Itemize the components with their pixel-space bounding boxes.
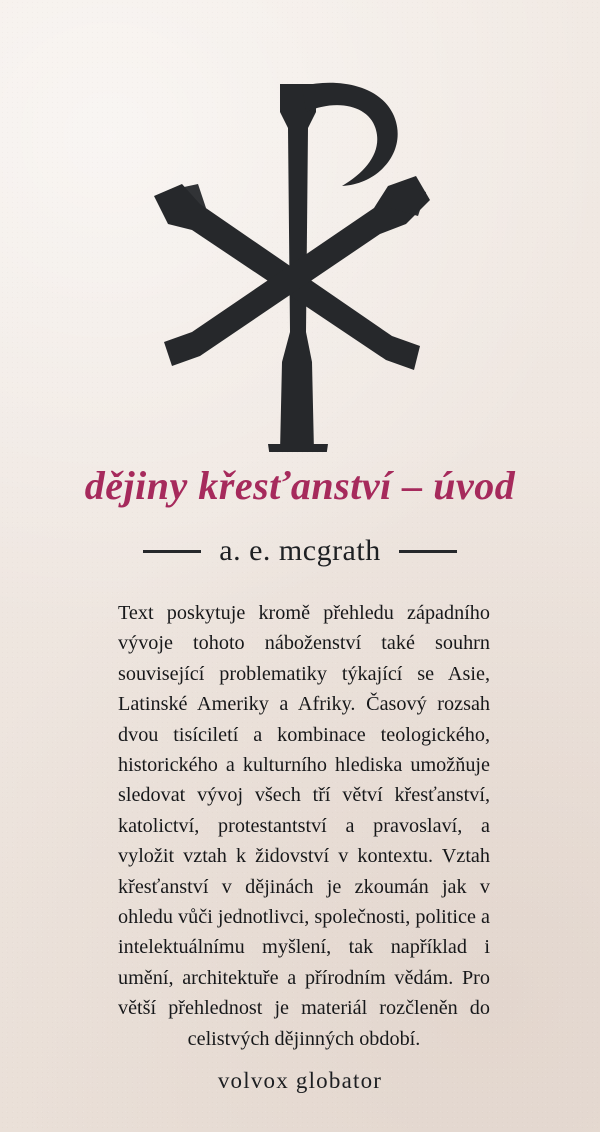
rule-left (143, 550, 201, 553)
author-name: a. e. mcgrath (219, 534, 381, 567)
chi-rho-christogram-icon (0, 62, 600, 462)
blurb-text: Text poskytuje kromě přehledu západního vývoje tohoto náboženství také souhrn související problematiky týkající se Asie, Latinské Ameriky a Afriky. Časový rozsah dvou tisíciletí a kombinace teologického, historického a kulturního hlediska umožňuje sledovat vývoj všech tří větví křesťanství, katolictví, protestantství a pravoslaví, a vyložit vztah k židovství v kontextu. Vztah křesťanství v dějinách je zkoumán jak v ohledu vůči jednotlivci, společnosti, politice a intelektuálnímu myšlení, tak například i umění, architektuře a přírodním vědám. Pro větší přehlednost je materiál rozčleněn do celistvých dějinných období. (118, 602, 490, 1050)
page-title: dějiny křesťanství – úvod (84, 463, 516, 508)
author-row (0, 534, 600, 568)
publisher-name: volvox globator (217, 1068, 383, 1093)
rule-right (399, 550, 457, 553)
